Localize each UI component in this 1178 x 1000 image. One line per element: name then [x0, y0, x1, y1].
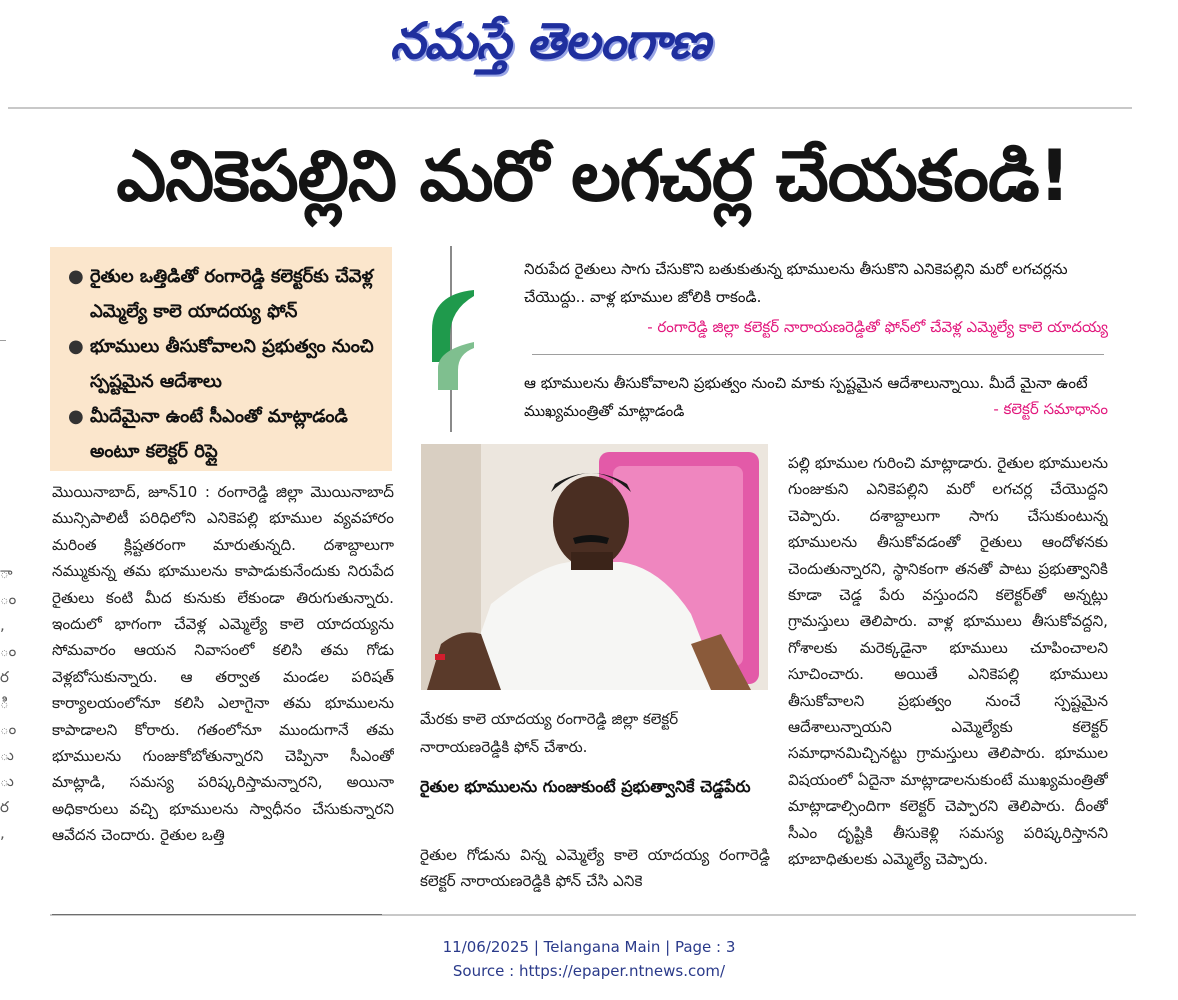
article-body-right: పల్లి భూముల గురించి మాట్లాడారు. రైతుల భూములను గుంజుకుని ఎనికెపల్లిని మరో లగచర్ల చేయొద్దని చెప్పారు. దశాబ్దాలుగా సాగు చేసుకుంటున్న భూములను తీసుకోవడంతో రైతులు ఆందోళనకు చెందుతున్నారని, స్థానికంగా తనతో పాటు ప్రభుత్వానికి కూడా చెడ్డ పేరు వస్తుందని కలెక్టర్‌తో అన్నట్లు గ్రామస్తులు తెలిపారు. వాళ్ల భూములు తీసుకోవద్దని, గోశాలకు మరెక్కడైనా భూములు చూపించాలని సూచించారు. అయితే ఎనికెపల్లి భూములు తీసుకోవాలని ప్రభుత్వం నుంచే స్పష్టమైన ఆదేశాలున్నాయని ఎమ్మెల్యేకు కలెక్టర్ సమాధానమిచ్చినట్టు గ్రామస్తులు తెలిపారు. భూముల విషయంలో ఏదైనా మాట్లాడాలనుకుంటే ముఖ్యమంత్రితో మాట్లాడాల్సిందిగా కలెక్టర్ చెప్పారని తెలిపారు. దీంతో సీఎం దృష్టికి తీసుకెళ్లి సమస్య పరిష్కరిస్తానని భూబాధితులకు ఎమ్మెల్యే చెప్పారు. [788, 454, 1108, 869]
footer-source-line: Source : https://epaper.ntnews.com/ [452, 962, 726, 980]
left-margin-fragments: ా ం , ం ర ి ం ు ు ర , [0, 564, 17, 842]
masthead-title: నమస్తే తెలంగాణ [390, 12, 710, 70]
highlight-item: ● మీదేమైనా ఉంటే సీఎంతో మాట్లాడండి అంటూ కలెక్టర్ రిప్లై [64, 399, 380, 469]
left-edge-rule [0, 340, 6, 341]
article-photo [421, 444, 768, 690]
highlights-box [50, 247, 392, 471]
masthead-divider [8, 107, 1132, 109]
page-headline: ఎనికెపల్లిని మరో లగచర్ల చేయకండి! [116, 135, 1070, 217]
bullet-icon: ● [68, 406, 84, 427]
bottom-left-box-rule [52, 914, 382, 915]
quote-1-text: నిరుపేద రైతులు సాగు చేసుకొని బతుకుతున్న భూములను తీసుకొని ఎనికెపల్లిని మరో లగచర్లను చేయొద్దు.. వాళ్ల భూముల జోలికి రాకండి. [524, 260, 1068, 306]
highlight-item: ● భూములు తీసుకోవాలని ప్రభుత్వం నుంచి స్పష్టమైన ఆదేశాలు [64, 329, 380, 399]
quote-separator [532, 354, 1104, 355]
article-body-mid: రైతుల గోడును విన్న ఎమ్మెల్యే కాలె యాదయ్య రంగారెడ్డి కలెక్టర్ నారాయణరెడ్డికి ఫోన్ చేసి ఎనికె [420, 846, 770, 891]
photo-caption: మేరకు కాలె యాదయ్య రంగారెడ్డి జిల్లా కలెక్టర్ నారాయణరెడ్డికి ఫోన్ చేశారు. [420, 710, 679, 756]
bullet-icon: ● [68, 266, 84, 287]
mla-portrait-image [421, 444, 768, 690]
bullet-icon: ● [68, 336, 84, 357]
quote-mark-icon [428, 290, 478, 390]
quote-2-attribution: - కలెక్టర్ సమాధానం [993, 400, 1108, 418]
footer-date-line: 11/06/2025 | Telangana Main | Page : 3 [442, 938, 736, 956]
quote-2-text: ఆ భూములను తీసుకోవాలని ప్రభుత్వం నుంచి మాకు స్పష్టమైన ఆదేశాలున్నాయి. మీదే మైనా ఉంటే ముఖ్యమంత్రితో మాట్లాడండి [524, 374, 1088, 420]
article-body-left: మొయినాబాద్, జూన్10 : రంగారెడ్డి జిల్లా మొయినాబాద్ మున్సిపాలిటీ పరిధిలోని ఎనికెపల్లి భూముల వ్యవహారం మరింత క్లిష్టతరంగా మారుతున్నది. దశాబ్దాలుగా నమ్ముకున్న తమ భూములను కాపాడుకునేందుకు నిరుపేద రైతులు కంటి మీద కునుకు లేకుండా తిరుగుతున్నారు. ఇందులో భాగంగా చేవెళ్ల ఎమ్మెల్యే కాలె యాదయ్యను సోమవారం ఆయన నివాసంలో కలిసి తమ గోడు వెళ్లబోసుకున్నారు. ఆ తర్వాత మండల పరిషత్ కార్యాలయంలోనూ కలిసి ఎలాగైనా తమ భూములను కాపాడాలని కోరారు. గతంలోనూ ముందుగానే తమ భూములను గుంజుకోబోతున్నారని చెప్పినా సీఎంతో మాట్లాడి, సమస్య పరిష్కరిస్తామన్నారని, అయినా అధికారులు వచ్చి భూములను స్వాధీనం చేసుకున్నారని ఆవేదన చెందారు. రైతుల ఒత్తి [52, 483, 394, 845]
article-subhead: రైతుల భూములను గుంజుకుంటే ప్రభుత్వానికే చెడ్డపేరు [420, 777, 751, 796]
masthead-logo [390, 8, 790, 78]
quote-1-attribution: - రంగారెడ్డి జిల్లా కలెక్టర్ నారాయణరెడ్డితో ఫోన్‌లో చేవెళ్ల ఎమ్మెల్యే కాలె యాదయ్య [647, 318, 1108, 336]
highlight-item: ● రైతుల ఒత్తిడితో రంగారెడ్డి కలెక్టర్‌కు చేవెళ్ల ఎమ్మెల్యే కాలె యాదయ్య ఫోన్ [64, 259, 380, 329]
